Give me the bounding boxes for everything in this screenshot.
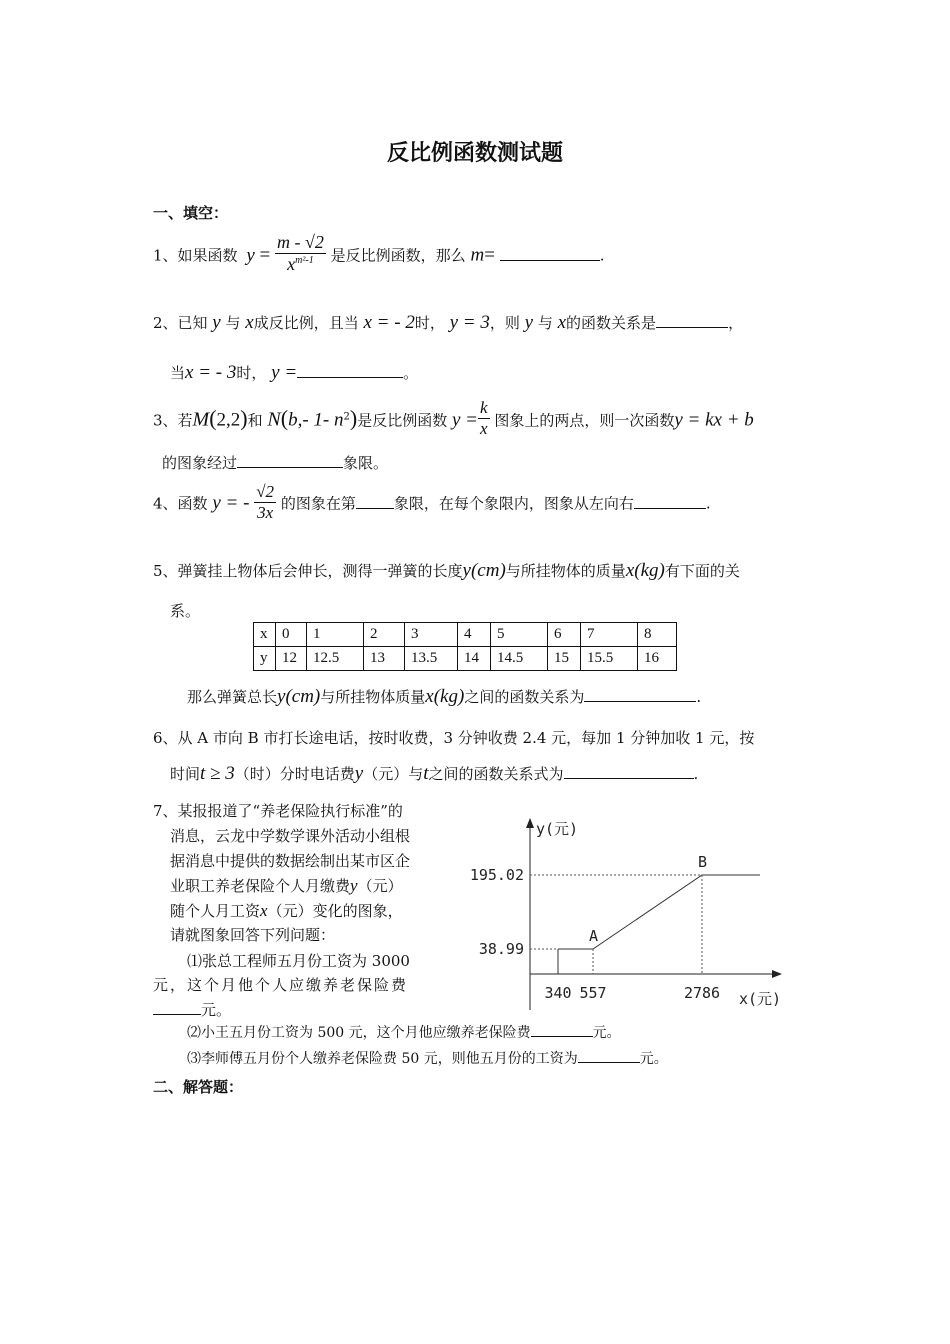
table-cell: 12 xyxy=(276,647,307,671)
q7-answer-blank-1[interactable] xyxy=(153,1000,201,1015)
q2-answer-blank-1[interactable] xyxy=(656,313,728,328)
q4-fraction: $\frac{√2}{3x}$ xyxy=(256,482,275,522)
table-cell: 4 xyxy=(458,623,491,647)
data-table xyxy=(253,622,677,671)
table-cell: 7 xyxy=(581,623,638,647)
x-tick-label: 2786 xyxy=(683,984,721,1002)
table-cell: 14.5 xyxy=(491,647,548,671)
question-7-sub-1-cont: 元，这个月他个人应缴养老保险费 xyxy=(153,976,409,994)
table-cell: x xyxy=(254,623,276,647)
table-cell: 6 xyxy=(548,623,581,647)
y-axis-label: y(元) xyxy=(536,820,579,838)
question-7-line: 随个人月工资x（元）变化的图象， xyxy=(170,901,403,920)
question-7-line: 请就图象回答下列问题： xyxy=(170,926,336,944)
q4-answer-blank-1[interactable] xyxy=(356,494,394,509)
q6-answer-blank[interactable] xyxy=(564,764,694,779)
section-fill-in: 一、填空： xyxy=(153,204,229,222)
question-7-line: 业职工养老保险个人月缴费y（元） xyxy=(170,876,403,895)
table-row xyxy=(254,647,677,671)
table-cell: 12.5 xyxy=(307,647,364,671)
q1-fraction: $\frac{m - √2}{x^{m^2-1}}$ xyxy=(277,232,324,274)
q1-answer-blank[interactable] xyxy=(500,246,600,261)
table-cell: y xyxy=(254,647,276,671)
question-6-line-2: 时间t ≥ 3（时）分时电话费y（元）与t之间的函数关系式为 . xyxy=(170,763,699,784)
y-tick-label: 38.99 xyxy=(478,940,524,958)
question-7-sub-2: ⑵小王五月份工资为 500 元，这个月他应缴养老保险费 元。 xyxy=(187,1022,621,1045)
table-cell: 3 xyxy=(405,623,458,647)
page-title: 反比例函数测试题 xyxy=(386,141,563,166)
section-solve: 二、解答题： xyxy=(153,1078,244,1096)
point-label-a: A xyxy=(589,927,599,945)
question-7-sub-1-answer: 元。 xyxy=(153,999,231,1022)
table-cell: 0 xyxy=(276,623,307,647)
q3-answer-blank[interactable] xyxy=(237,453,343,468)
question-7-line: 据消息中提供的数据绘制出某市区企 xyxy=(170,852,411,870)
table-cell: 16 xyxy=(638,647,677,671)
question-7-line: 7、某报报道了“养老保险执行标准”的 xyxy=(153,802,403,820)
point-label-b: B xyxy=(698,853,708,871)
table-cell: 5 xyxy=(491,623,548,647)
q7-answer-blank-2[interactable] xyxy=(531,1022,593,1037)
x-tick-label: 340 xyxy=(544,984,572,1002)
question-5-line-2: 系。 xyxy=(170,602,201,620)
q1-var-m: m xyxy=(470,244,485,266)
q3-fraction: $\frac{k}{x}$ xyxy=(480,398,488,438)
table-cell: 15.5 xyxy=(581,647,638,671)
pension-chart xyxy=(460,812,800,1012)
question-2-line-1: 2、已知 y 与 x成反比例，且当 x = - 2时， y = 3，则 y 与 x的函数关系是 ， xyxy=(153,312,744,333)
table-cell: 2 xyxy=(364,623,405,647)
table-cell: 15 xyxy=(548,647,581,671)
q1-prefix: 1、如果函数 xyxy=(153,246,238,265)
q5-answer-blank[interactable] xyxy=(584,687,696,702)
question-6-line-1: 6、从 A 市向 B 市打长途电话，按时收费，3 分钟收费 2.4 元，每加 1 分钟加收 1 元，按 xyxy=(153,729,755,747)
x-tick-label: 557 xyxy=(579,984,607,1002)
q2-answer-blank-2[interactable] xyxy=(297,363,403,378)
question-5-line-1: 5、弹簧挂上物体后会伸长，测得一弹簧的长度y(cm)与所挂物体的质量x(kg)有下面的关 xyxy=(153,560,740,581)
question-3-line-2: 的图象经过 象限。 xyxy=(162,454,389,472)
question-7-sub-1: ⑴张总工程师五月份工资为 3000 xyxy=(187,952,410,970)
table-row xyxy=(254,623,677,647)
table-cell: 14 xyxy=(458,647,491,671)
y-axis-arrow xyxy=(526,818,534,828)
table-cell: 13.5 xyxy=(405,647,458,671)
x-axis-label: x(元) xyxy=(739,990,782,1008)
question-1: 1、如果函数 y = $\frac{m - √2}{x^{m^2-1}}$ 是反比例函数，那么 m= . xyxy=(153,232,605,274)
q7-answer-blank-3[interactable] xyxy=(578,1048,640,1063)
question-4: 4、函数 y = - $\frac{√2}{3x}$ 的图象在第 象限，在每个象限内，图象从左向右 . xyxy=(153,482,711,522)
q4-answer-blank-2[interactable] xyxy=(634,494,706,509)
question-7-line: 消息，云龙中学数学课外活动小组根 xyxy=(170,827,411,845)
x-axis-arrow xyxy=(772,970,782,978)
question-5-conclusion: 那么弹簧总长y(cm)与所挂物体质量x(kg)之间的函数关系为 . xyxy=(187,686,702,707)
table-cell: 8 xyxy=(638,623,677,647)
question-7-sub-3: ⑶李师傅五月份个人缴养老保险费 50 元，则他五月份的工资为 元。 xyxy=(187,1048,668,1071)
table-cell: 1 xyxy=(307,623,364,647)
table-cell: 13 xyxy=(364,647,405,671)
q1-mid: 是反比例函数，那么 xyxy=(330,246,466,265)
question-3-line-1: 3、若M(2,2)和 N(b,- 1- $n^2$)是反比例函数 y = $\frac{k}{x}$ 图象上的两点，则一次函数y = kx + b xyxy=(153,398,754,438)
question-2-line-2: 当x = - 3时， y = 。 xyxy=(170,362,419,383)
y-tick-label: 195.02 xyxy=(469,866,524,884)
